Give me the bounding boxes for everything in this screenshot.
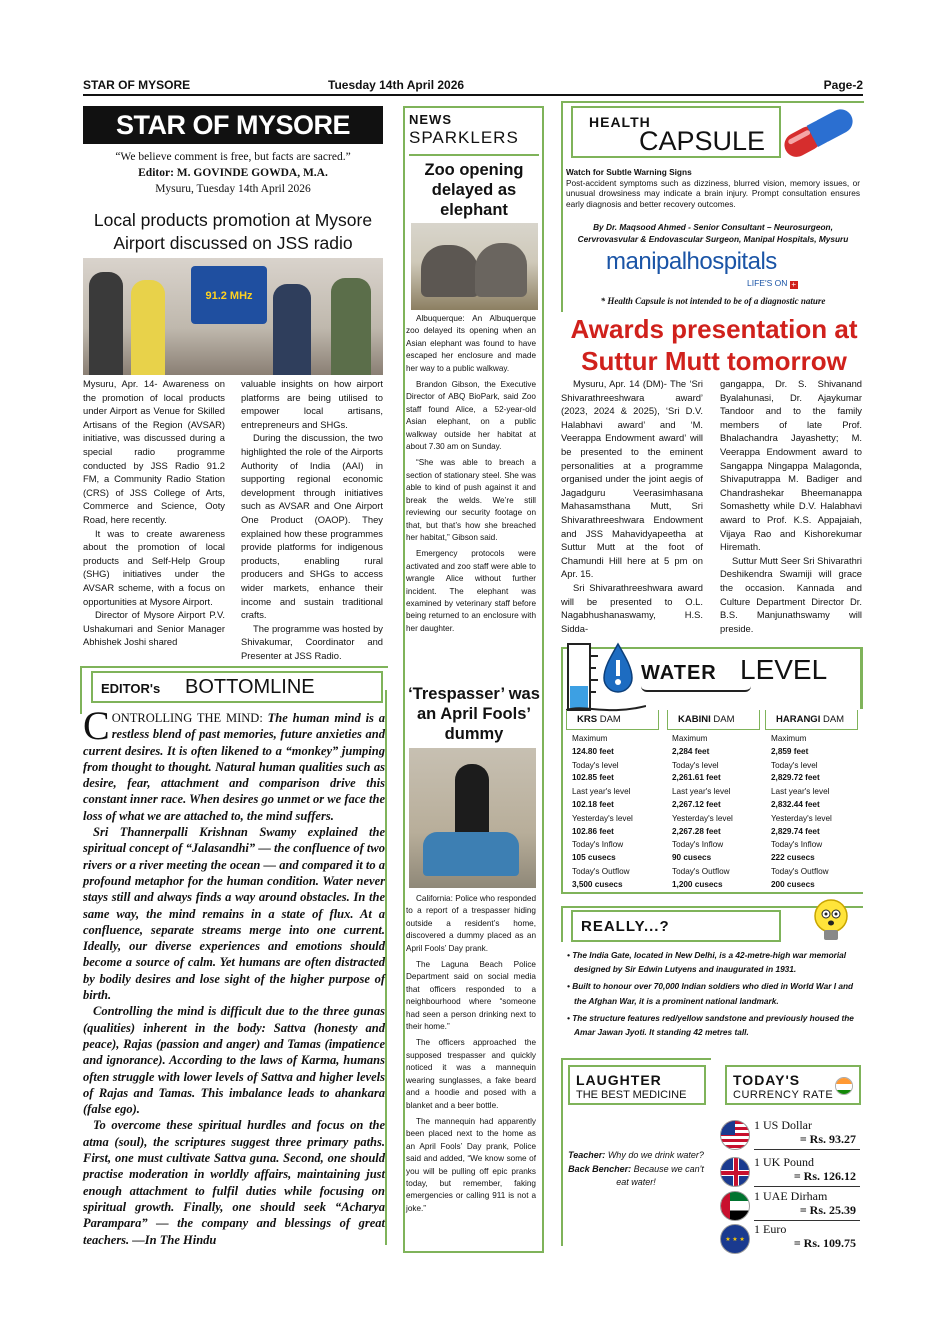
sparklers-para: California: Police who responded to a report of a trespasser hiding outside a resident’s home, discovered a dummy placed as an April Fools’ Day prank. <box>406 894 536 953</box>
rate-row-usd <box>720 1118 860 1150</box>
dam-label: Today's Outflow <box>572 866 630 876</box>
editorial-body <box>83 703 386 1248</box>
dam-label: Today's level <box>572 760 619 770</box>
sparklers-para: The Laguna Beach Police Department said on social media that officers responded to a neighbourhood where “someone had seen a person drinking next to their home.” <box>406 960 536 1032</box>
really-item: • Built to honour over 70,000 Indian soldiers who died in World War I and the Afghan War, it is a prominent national landmark. <box>567 981 854 1006</box>
dam-value: 2,832.44 feet <box>771 799 820 809</box>
sparklers-para: The mannequin had apparently been placed next to the home as an April Fools’ Day prank, Police said and added, “We know some of you will be pulling off epic pranks today, but remember, faking emergencies or calling 911 is not a joke.” <box>406 1116 536 1213</box>
really-item-text: Built to honour over 70,000 Indian soldiers who died in World War I and the Afghan War, it is a prominent national landmark. <box>572 981 854 1006</box>
masthead-editor: Editor: M. GOVINDE GOWDA, M.A. <box>138 167 328 179</box>
editorial-frame-right <box>385 690 387 1245</box>
rate-value: = Rs. 126.12 <box>793 1169 856 1183</box>
elephant-shape <box>421 245 479 297</box>
dam-value: 222 cusecs <box>771 853 815 863</box>
laughter-label-light: THE BEST MEDICINE <box>576 1089 687 1101</box>
header-page-number: Page-2 <box>823 78 863 92</box>
really-item-text: The India Gate, located in New Delhi, is a 42-metre-high war memorial designed by Sir Edwin Lutyens and inaugurated in 1931. <box>572 950 847 975</box>
rates-label-box <box>725 1065 861 1105</box>
local-para: During the discussion, the two highlighted the role of the Airports Authority of India (AAI) in supporting regional economic development through initiatives such as AVSAR and One Airport One Product (OAOP). They explained how these programmes provide platforms for indigenous products, enabling rural producers and SHGs to access wider markets, enhance their income and sustain traditional crafts. <box>241 432 383 621</box>
masthead-motto: “We believe comment is free, but facts are sacred.” <box>115 151 351 163</box>
masthead-dateline: Mysuru, Tuesday 14th April 2026 <box>155 183 311 195</box>
us-flag-icon <box>720 1120 750 1150</box>
editorial-dropcap: C <box>83 703 110 748</box>
dam-value: 2,829.72 feet <box>771 773 820 783</box>
dam-label: Last year's level <box>572 787 631 797</box>
dam-value: 3,500 cusecs <box>572 879 623 889</box>
awards-headline <box>561 313 867 377</box>
health-byline <box>566 221 860 245</box>
local-para: The programme was hosted by Shivakumar, Coordinator and Presenter at JSS Radio. <box>241 622 383 661</box>
rate-value: = Rs. 25.39 <box>799 1203 856 1217</box>
dam-value: 2,859 feet <box>771 746 809 756</box>
editorial-label-light: BOTTOMLINE <box>185 676 315 698</box>
awards-headline-line2: Suttur Mutt tomorrow <box>581 346 847 376</box>
rate-currency: 1 Euro <box>754 1222 787 1236</box>
radio-studio-photo <box>83 258 383 375</box>
editorial-para: To overcome these spiritual hurdles and focus on the atma (soul), the scriptures suggest three primary paths. First, one must cultivate Sattva guna. Second, one should practise moderation in worldly affairs, maintaining just enough attachment to fulfil duties while focusing on spiritual growth. Finally, one should seek “Acharya Parampara” — the company and blessings of great teachers. —In The Hindu <box>83 1118 385 1247</box>
dam-value: 2,284 feet <box>672 746 710 756</box>
laughter-label-bold: LAUGHTER <box>576 1072 662 1088</box>
krs-dam-header <box>566 710 659 730</box>
dam-label: Yesterday's level <box>672 813 733 823</box>
sparklers-story2-headline: ‘Trespasser’ was an April Fools’ dummy <box>408 685 540 743</box>
krs-dam-data <box>572 733 667 892</box>
awards-para: gangappa, Dr. S. Shivanand Byalahunasi, Dr. Ajaykumar Tandoor and to the family members of late Prof. Bhalachandra Jayashetty; M. Veerappa Endowment award to Sangappa Ningappa Malagonda, Shivaputrappa M. Badiger and Chandrashekar Bheemanappa Somashetty while D.V. Halabhavi award to Prof. K.S. Appajaiah, Vijaya Rao and Kishorekumar Hiremath. <box>720 378 862 553</box>
sparklers-story2-body <box>406 893 536 1219</box>
dam-label: Maximum <box>672 734 708 743</box>
masthead-info <box>83 149 383 197</box>
dam-label: Last year's level <box>771 787 830 797</box>
rate-value: = Rs. 93.27 <box>799 1132 856 1146</box>
person-1 <box>89 272 123 375</box>
really-label: REALLY...? <box>581 918 670 935</box>
dam-value: 1,200 cusecs <box>672 879 723 889</box>
local-column-1 <box>83 377 225 649</box>
really-label-box <box>571 910 781 942</box>
sparklers-para: Albuquerque: An Albuquerque zoo delayed its opening when an Asian elephant was found to have escaped her enclosure and made her way to a public walkway. <box>406 314 536 373</box>
dam-value: 2,261.61 feet <box>672 773 721 783</box>
lightbulb-icon <box>808 896 854 946</box>
dam-label: Today's level <box>771 760 818 770</box>
laughter-joke <box>566 1149 706 1190</box>
joke-answer: Because we can't eat water! <box>616 1163 704 1187</box>
kabini-dam-header <box>667 710 760 730</box>
editorial-para: Sri Thannerpalli Krishnan Swamy explained the spiritual concept of “Jalasandhi” — the confluence of two rivers or a river meeting the ocean — and compared it to a profound metaphor for the human condition. Water never stays still and always finds a way around obstacles. In the same way, the mind remains in a state of flux. At a confluence, separate streams merge into one current. Ideally, our diverse experiences and emotions should become a source of calm. Yet humans are often distracted by bodily desires and lose sight of the higher purpose of birth. <box>83 825 385 1003</box>
dam-value: 2,267.12 feet <box>672 799 721 809</box>
health-label-light: CAPSULE <box>639 126 766 156</box>
water-frame-right <box>860 647 863 709</box>
water-label-light: LEVEL <box>740 654 828 685</box>
dam-value: 2,267.28 feet <box>672 826 721 836</box>
health-byline-line2: Cervrovasvular & Endovascular Surgeon, Manipal Hospitals, Mysuru <box>577 234 849 244</box>
laughter-label-box <box>568 1065 706 1105</box>
dam-value: 124.80 feet <box>572 746 614 756</box>
dam-name: KRS <box>577 714 598 725</box>
dam-label: Today's Inflow <box>672 840 724 850</box>
india-flag-icon <box>835 1077 853 1095</box>
local-para: Mysuru, Apr. 14- Awareness on the promotion of local products under Airport as Venue for Skilled Artisans of the Region (AVSAR) initiative, was discussed during a special radio programme conducted by JSS Radio 91.2 FM, a Community Radio Station (CRS) of JSS College of Arts, Commerce and Science, Ooty Road, here recently. <box>83 378 225 525</box>
awards-column-2 <box>720 377 862 635</box>
rate-divider <box>754 1220 860 1221</box>
header-rule <box>83 94 863 96</box>
page-header <box>83 76 863 94</box>
health-disclaimer: * Health Capsule is not intended to be of a diagnostic nature <box>600 296 826 306</box>
uae-flag-icon <box>720 1191 750 1221</box>
rates-label-light: CURRENCY RATE <box>733 1089 834 1101</box>
header-date: Tuesday 14th April 2026 <box>328 78 465 92</box>
health-text: Post-accident symptoms such as dizziness, blurred vision, memory issues, or unusual drowsiness may indicate a brain injury. Prompt consultation ensures early diagnosis and better recovery outcomes. <box>566 177 860 209</box>
dam-label: Today's Inflow <box>771 840 823 850</box>
local-headline-line2: Airport discussed on JSS radio <box>113 233 353 253</box>
masthead-title: STAR OF MYSORE <box>115 110 350 140</box>
sparklers-para: “She was able to breach a section of stationary steel. She was able to kind of push against it and break the welds. We’re still reviewing our security footage on that, but that’s how she breached her habitat,” Gibson said. <box>406 458 536 542</box>
health-label-bold: HEALTH <box>589 114 651 130</box>
dam-value: 200 cusecs <box>771 879 815 889</box>
sparklers-para: Brandon Gibson, the Executive Director of ABQ BioPark, said Zoo staff found Alice, a 52-year-old Asian elephant, on a public walkway outside her habitat at about 7.30 am on Sunday. <box>406 380 536 452</box>
sparklers-label-bold: NEWS <box>409 112 452 127</box>
dam-value: 102.86 feet <box>572 826 614 836</box>
radio-frequency-label: 91.2 MHz <box>205 290 253 302</box>
editorial-para: The human mind is a restless blend of past memories, future anxieties and current desires. It is often likened to a “monkey” jumping from thought to thought. Natural human qualities such as desire, fear, attachment and comparison drive this constant inner race. When desires go unmet or we face the loss of what we are attached to, the mind suffers. <box>83 711 386 823</box>
dam-label: Today's level <box>672 760 719 770</box>
awards-para: Sri Shivarathreeshwara award will be presented to O.L. Nagabhushanaswamy, H.S. Sidda- <box>561 581 703 634</box>
local-column-2 <box>241 377 383 662</box>
person-3 <box>273 284 311 375</box>
elephant-photo <box>411 223 538 310</box>
rate-row-eur <box>720 1222 860 1254</box>
health-byline-line1: By Dr. Maqsood Ahmed - Senior Consultant – Neurosurgeon, <box>593 222 833 232</box>
rate-value: = Rs. 109.75 <box>793 1236 856 1250</box>
dam-label: Maximum <box>572 734 608 743</box>
masthead-banner <box>83 106 383 144</box>
editorial-label-box <box>91 671 383 703</box>
rate-divider <box>754 1149 860 1150</box>
editorial-label-bold: EDITOR's <box>101 681 161 696</box>
header-paper-name: STAR OF MYSORE <box>83 78 191 92</box>
dam-suffix: DAM <box>599 714 621 725</box>
local-para: Director of Mysore Airport P.V. Ushakumari and Senior Manager Abhishek Joshi shared <box>83 609 225 648</box>
local-para: valuable insights on how airport platforms are being utilised to empower local artisans, entrepreneurs and SHGs. <box>241 378 383 430</box>
sparklers-label-light: SPARKLERS <box>409 128 519 147</box>
awards-column-1 <box>561 377 703 635</box>
rate-currency: 1 UAE Dirham <box>754 1189 828 1203</box>
sparklers-label <box>409 112 539 156</box>
dam-suffix: DAM <box>713 714 735 725</box>
rate-divider <box>754 1186 860 1187</box>
dam-label: Yesterday's level <box>771 813 832 823</box>
dam-value: 90 cusecs <box>672 853 712 863</box>
manipal-tagline-text: LIFE'S ON <box>747 278 788 288</box>
dam-suffix: DAM <box>822 714 845 725</box>
local-headline-line1: Local products promotion at Mysore <box>93 210 373 230</box>
editorial-para: Controlling the mind is difficult due to the three gunas (qualities) inherent in the body: Sattva (honesty and peace), Rajas (passion and anger) and Tamas (impatience and ignorance). According to the laws of Karma, humans often struggle with lower levels of Sattva and higher levels of Rajas and Tamas. This imbalance leads to ahankara (false ego). <box>83 1004 385 1117</box>
awards-headline-line1: Awards presentation at <box>570 314 858 344</box>
joke-speaker: Back Bencher: <box>568 1163 632 1174</box>
uk-flag-icon <box>720 1157 750 1187</box>
health-label-box <box>571 106 781 158</box>
dam-name: HARANGI <box>776 714 821 725</box>
dam-label: Today's Inflow <box>572 840 624 850</box>
dam-value: 102.85 feet <box>572 773 614 783</box>
eu-flag-icon: ★ ★ ★ <box>720 1224 750 1254</box>
jss-radio-banner <box>191 266 267 324</box>
kabini-dam-data <box>672 733 767 892</box>
water-wave-line <box>641 686 751 692</box>
sparklers-story1-headline: Zoo opening delayed as elephant <box>424 161 524 219</box>
health-body <box>566 167 860 209</box>
harangi-dam-header <box>765 710 858 730</box>
joke-question: Why do we drink water? <box>605 1150 704 1160</box>
dam-value: 105 cusecs <box>572 853 616 863</box>
person-4 <box>331 278 371 375</box>
manipal-logo: manipalhospitals <box>606 248 777 275</box>
plus-icon: + <box>791 280 797 289</box>
capsule-pill-icon <box>776 107 862 161</box>
awards-para: Suttur Mutt Seer Sri Shivarathri Deshikendra Swamiji will grace the occasion. Kannada and Culture Department Director Dr. B.S. Manjunathswamy will preside. <box>720 554 862 634</box>
awards-para: Mysuru, Apr. 14 (DM)- The ‘Sri Shivarathreeshwara award’ (2023, 2024 & 2025), ‘Sri D.V. Halabhavi award’ and ‘M. Veerappa Endowment award’ will be presented to the eminent personalities at a programme organised under the joint aegis of Jagadguru Veerasimhasana Mahasamsthana Mutt, Sri Shivarathreeshwara Endowment and JSS Mahavidyapeetha at Suttur Mutt at the foot of Chamundi Hill here at 5 pm on Apr. 15. <box>561 378 703 580</box>
rate-currency: 1 US Dollar <box>754 1118 812 1132</box>
dam-value: 2,829.74 feet <box>771 826 820 836</box>
elephant-shape <box>475 243 527 297</box>
dam-label: Maximum <box>771 734 807 743</box>
health-title: Watch for Subtle Warning Signs <box>566 167 692 177</box>
local-para: It was to create awareness about the promotion of local products and Self-Help Group (SHG) initiatives under the AVSAR scheme, with a focus on opportunities at Mysore Airport. <box>83 527 225 607</box>
person-2 <box>131 280 165 375</box>
sparklers-story1-body <box>406 313 536 639</box>
joke-speaker: Teacher: <box>568 1150 606 1160</box>
dam-name: KABINI <box>678 714 711 725</box>
sparklers-para: Emergency protocols were activated and zoo staff were able to wrangle Alice without further incident. The elephant was examined by veterinary staff before being returned to an enclosure with her daughter. <box>406 549 536 633</box>
blanket-shape <box>423 832 519 876</box>
manipal-tagline <box>747 278 798 289</box>
local-headline <box>80 209 386 255</box>
dam-label: Yesterday's level <box>572 813 633 823</box>
rates-label-bold: TODAY'S <box>733 1072 801 1088</box>
dam-label: Today's Outflow <box>672 866 730 876</box>
editorial-lead-caps: ONTROLLING THE MIND: <box>111 711 263 725</box>
rate-row-aed <box>720 1189 860 1221</box>
really-item-text: The structure features red/yellow sandstone and previously housed the Amar Jawan Jyoti. It standing 42 metres tall. <box>572 1012 854 1038</box>
harangi-dam-data <box>771 733 866 892</box>
dam-label: Today's Outflow <box>771 866 829 876</box>
rate-currency: 1 UK Pound <box>754 1155 815 1169</box>
rate-row-gbp <box>720 1155 860 1187</box>
really-item: • The structure features red/yellow sandstone and previously housed the Amar Jawan Jyoti. It standing 42 metres tall. <box>567 1012 854 1038</box>
really-list <box>566 948 862 1039</box>
water-gauge-icon <box>566 636 646 714</box>
dam-label: Last year's level <box>672 787 731 797</box>
dam-value: 102.18 feet <box>572 799 614 809</box>
mannequin-photo <box>409 748 536 888</box>
sparklers-para: The officers approached the supposed trespasser and quickly noticed it was a mannequin wearing sunglasses, a fake beard and a hoodie and posed with a blanket and a beer bottle. <box>406 1038 536 1110</box>
really-item: • The India Gate, located in New Delhi, is a 42-metre-high war memorial designed by Sir Edwin Lutyens and inaugurated in 1931. <box>567 950 847 975</box>
water-label-bold: WATER <box>641 662 717 684</box>
